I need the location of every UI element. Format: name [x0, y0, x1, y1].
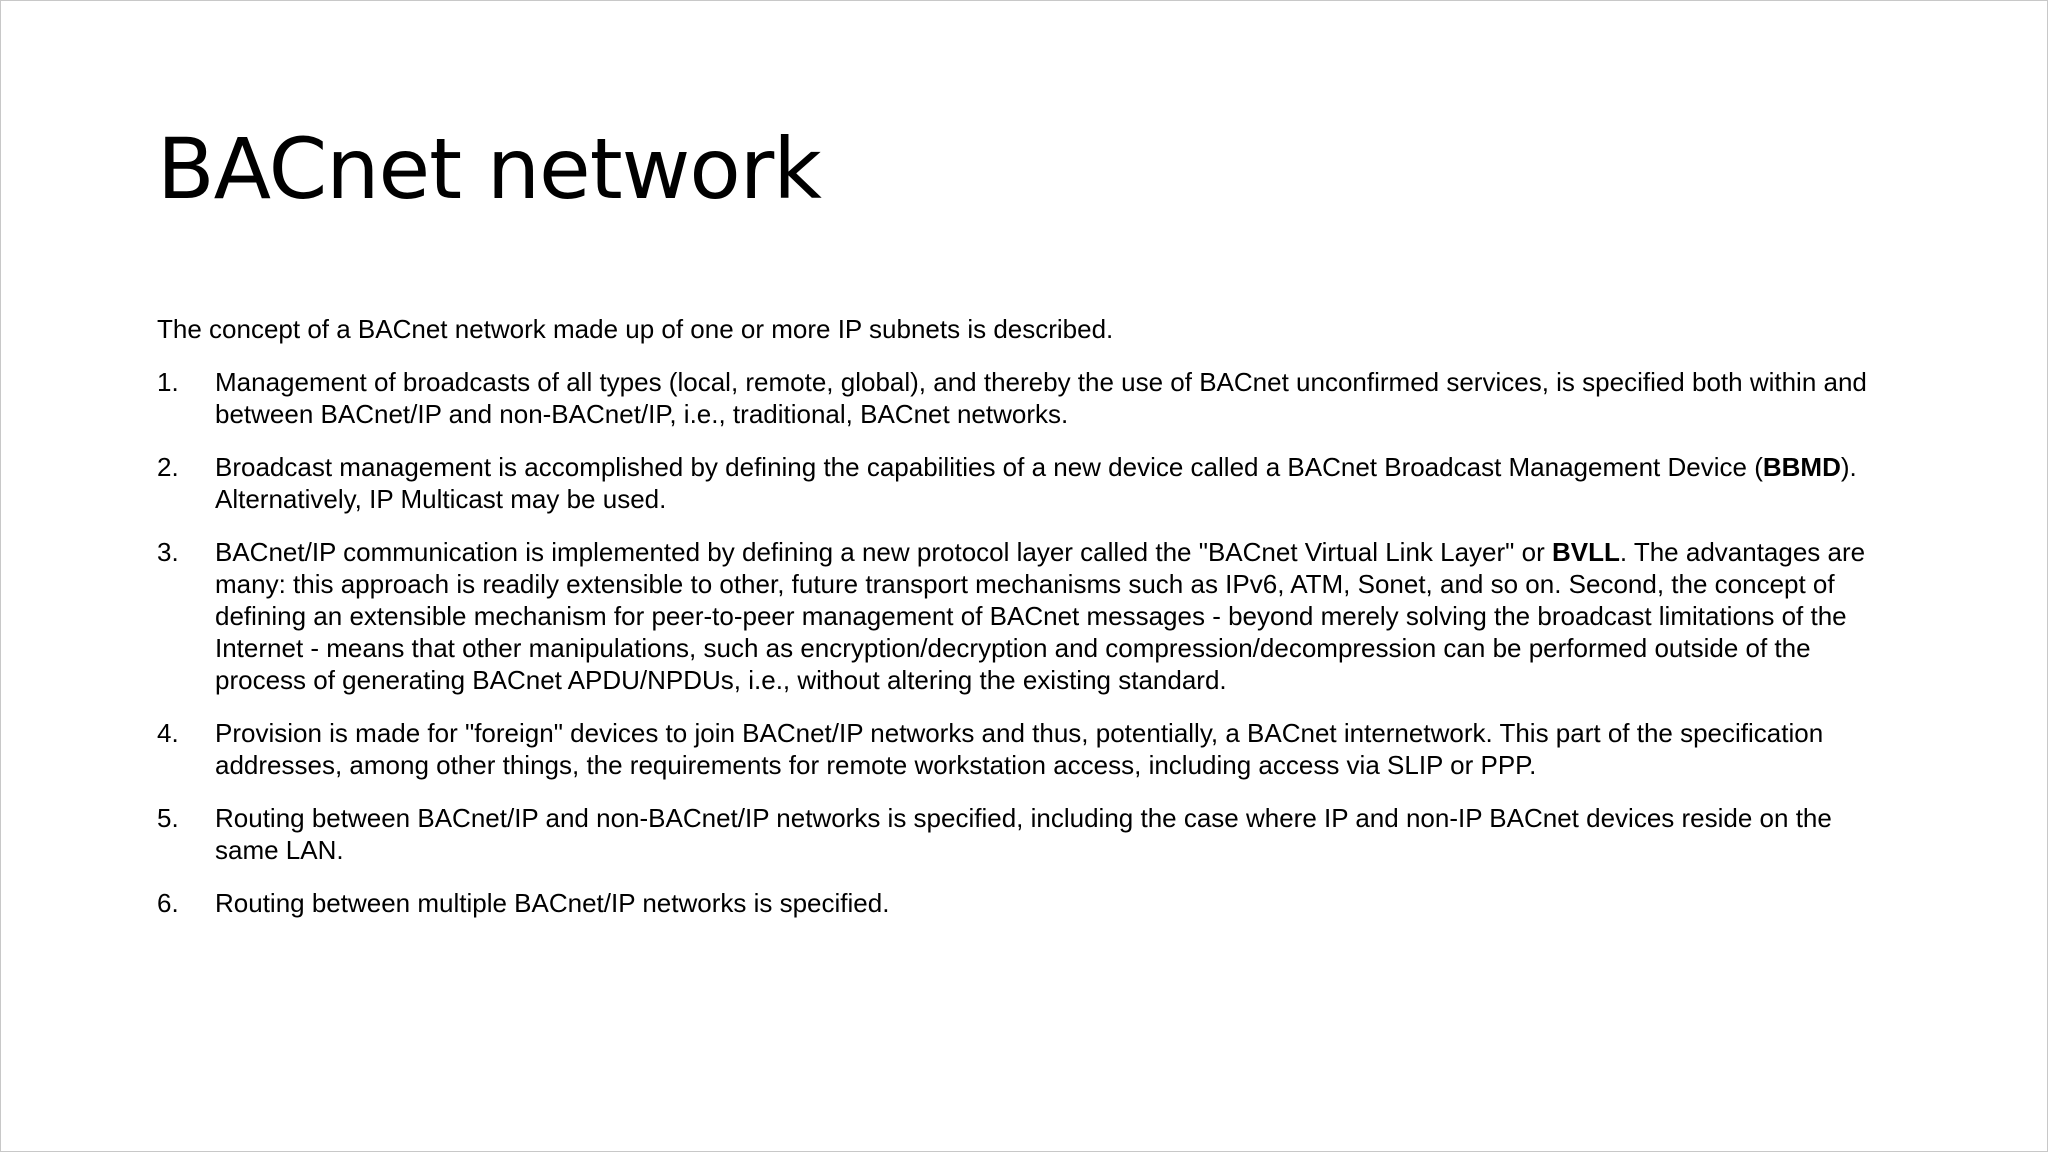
- list-item-number: 2.: [157, 452, 179, 482]
- list-item: [157, 802, 1897, 866]
- slide-body: [157, 313, 1897, 940]
- bbmd-term: BBMD: [1762, 452, 1841, 482]
- list-item-number: 4.: [157, 718, 179, 748]
- list-item: [157, 451, 1897, 515]
- bvll-term: BVLL: [1551, 537, 1620, 567]
- list-item: [157, 717, 1897, 781]
- list-item-text-part: BACnet/IP communication is implemented by defining a new protocol layer called the "BACnet Virtual Link Layer" or: [215, 537, 1552, 567]
- intro-text: The concept of a BACnet network made up of one or more IP subnets is described.: [157, 314, 1114, 344]
- list-item: [157, 366, 1897, 430]
- list-item-text-part: . The advantages are many: this approach is readily extensible to other, future transport mechanisms such as IPv6, ATM, Sonet, and so on. Second, the concept of defining an extensible mechanism for peer-to-peer management of BACnet messages - beyond merely solving the broadcast limitations of the Internet - means that other manipulations, such as encryption/decryption and compression/decompression can be performed outside of the process of generating BACnet APDU/NPDUs, i.e., without altering the existing standard.: [215, 537, 1866, 695]
- list-item-text: Routing between BACnet/IP and non-BACnet/IP networks is specified, including the case where IP and non-IP BACnet devices reside on the same LAN.: [215, 803, 1832, 865]
- list-item-text: Management of broadcasts of all types (local, remote, global), and thereby the use of BACnet unconfirmed services, is specified both within and between BACnet/IP and non-BACnet/IP, i.e., traditional, BACnet networks.: [215, 367, 1867, 429]
- list-item-text-part: ). Alternatively, IP Multicast may be used.: [215, 452, 1857, 514]
- list-item-number: 1.: [157, 367, 179, 397]
- list-item-text: Provision is made for "foreign" devices to join BACnet/IP networks and thus, potentially, a BACnet internetwork. This part of the specification addresses, among other things, the requirements for remote workstation access, including access via SLIP or PPP.: [215, 718, 1824, 780]
- list-item-text: [215, 536, 1897, 696]
- numbered-list: [157, 366, 1897, 919]
- list-item: [157, 887, 1897, 919]
- slide-title: BACnet network: [157, 120, 821, 218]
- list-item-number: 5.: [157, 803, 179, 833]
- list-item-text-part: Broadcast management is accomplished by defining the capabilities of a new device called a BACnet Broadcast Management Device (: [215, 452, 1763, 482]
- list-item-text: Routing between multiple BACnet/IP networks is specified.: [215, 888, 890, 918]
- list-item-number: 3.: [157, 537, 179, 567]
- list-item: [157, 536, 1897, 696]
- list-item-number: 6.: [157, 888, 179, 918]
- list-item-text: [215, 451, 1897, 515]
